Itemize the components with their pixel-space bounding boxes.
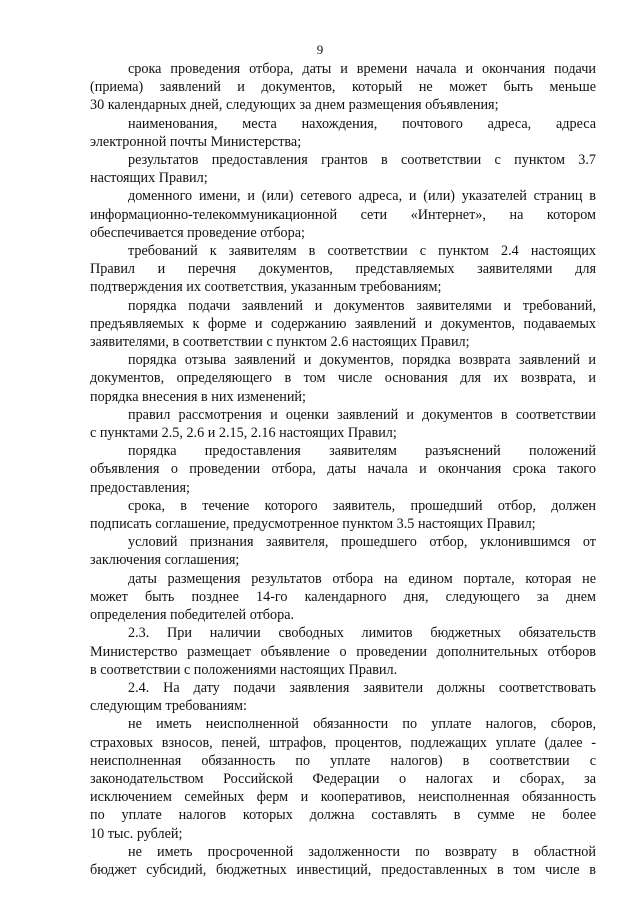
- text-line: с пунктами 2.5, 2.6 и 2.15, 2.16 настоящих Правил;: [90, 425, 397, 442]
- text-line: может быть позднее 14-го календарного дня, следующего за днем: [90, 588, 596, 605]
- text-line: (приема) заявлений и документов, который не может быть меньше: [90, 79, 596, 96]
- text-line: срока проведения отбора, даты и времени начала и окончания подачи: [128, 61, 596, 77]
- text-line: порядка предоставления заявителям разъяснений положений: [128, 443, 596, 460]
- text-line: срока, в течение которого заявитель, прошедший отбор, должен: [128, 497, 596, 514]
- text-line: 2.4. На дату подачи заявления заявители должны соответствовать: [128, 679, 596, 696]
- text-line: по уплате налогов которых должна составлять в сумме не более: [90, 807, 596, 824]
- paragraph: [90, 624, 596, 679]
- text-line: электронной почты Министерства;: [90, 133, 302, 150]
- text-line: в соответствии с положениями настоящих Правил.: [90, 661, 398, 678]
- text-line: наименования, места нахождения, почтового адреса, адреса: [128, 115, 596, 132]
- text-line: 2.3. При наличии свободных лимитов бюджетных обязательств: [128, 625, 596, 642]
- text-line: доменного имени, и (или) сетевого адреса, и (или) указателей страниц в: [128, 188, 596, 205]
- text-line: следующим требованиям:: [90, 698, 247, 715]
- text-line: 30 календарных дней, следующих за днем размещения объявления;: [90, 97, 499, 114]
- text-line: не иметь неисполненной обязанности по уплате налогов, сборов,: [128, 716, 596, 733]
- text-line: информационно-телекоммуникационной сети «Интернет», на котором: [90, 206, 596, 223]
- text-line: предоставления;: [90, 479, 190, 496]
- text-line: настоящих Правил;: [90, 170, 208, 187]
- document-body: [90, 60, 596, 879]
- text-line: Правил и перечня документов, представляемых заявителями для: [90, 261, 596, 278]
- text-line: результатов предоставления грантов в соответствии с пунктом 3.7: [128, 152, 596, 169]
- text-line: исключением семейных ферм и кооперативов, неисполненная обязанность: [90, 789, 596, 806]
- text-line: правил рассмотрения и оценки заявлений и документов в соответствии: [128, 406, 596, 423]
- text-line: обеспечивается проведение отбора;: [90, 224, 305, 241]
- text-line: 10 тыс. рублей;: [90, 825, 183, 842]
- paragraph: [90, 843, 596, 879]
- text-line: подписать соглашение, предусмотренное пунктом 3.5 настоящих Правил;: [90, 516, 536, 533]
- paragraph: [90, 679, 596, 715]
- paragraph: [90, 297, 596, 352]
- paragraph: [90, 497, 596, 533]
- paragraph: [90, 442, 596, 497]
- text-line: неисполненная обязанность по уплате налогов) в соответствии с: [90, 752, 596, 769]
- text-line: законодательством Российской Федерации о налогах и сборах, за: [90, 770, 596, 787]
- paragraph: [90, 406, 596, 442]
- text-line: даты размещения результатов отбора на едином портале, которая не: [128, 570, 596, 587]
- text-line: Министерство размещает объявление о проведении дополнительных отборов: [90, 643, 596, 660]
- text-line: условий признания заявителя, прошедшего отбор, уклонившимся от: [128, 534, 596, 551]
- paragraph: [90, 187, 596, 242]
- paragraph: [90, 151, 596, 187]
- text-line: предъявляемых к форме и содержанию заявлений и документов, подаваемых: [90, 315, 596, 332]
- text-line: бюджет субсидий, бюджетных инвестиций, предоставленных в том числе в: [90, 861, 596, 878]
- paragraph: [90, 60, 596, 115]
- paragraph: [90, 351, 596, 406]
- text-line: требований к заявителям в соответствии с пунктом 2.4 настоящих: [128, 243, 596, 260]
- text-line: заключения соглашения;: [90, 552, 240, 569]
- text-line: определения победителей отбора.: [90, 607, 295, 624]
- paragraph: [90, 570, 596, 625]
- paragraph: [90, 242, 596, 297]
- text-line: порядка подачи заявлений и документов заявителями и требований,: [128, 297, 596, 314]
- text-line: подтверждения их соответствия, указанным требованиям;: [90, 279, 442, 296]
- text-line: объявления о проведении отбора, даты начала и окончания срока такого: [90, 461, 596, 478]
- text-line: порядка внесения в них изменений;: [90, 388, 306, 405]
- text-line: не иметь просроченной задолженности по возврату в областной: [128, 843, 596, 860]
- text-line: порядка отзыва заявлений и документов, порядка возврата заявлений и: [128, 352, 596, 369]
- text-line: страховых взносов, пеней, штрафов, процентов, подлежащих уплате (далее -: [90, 734, 596, 751]
- paragraph: [90, 533, 596, 569]
- text-line: документов, определяющего в том числе основания для их возврата, и: [90, 370, 596, 387]
- page-number: 9: [316, 42, 324, 57]
- text-line: заявителями, в соответствии с пунктом 2.6 настоящих Правил;: [90, 334, 470, 351]
- paragraph: [90, 115, 596, 151]
- paragraph: [90, 715, 596, 842]
